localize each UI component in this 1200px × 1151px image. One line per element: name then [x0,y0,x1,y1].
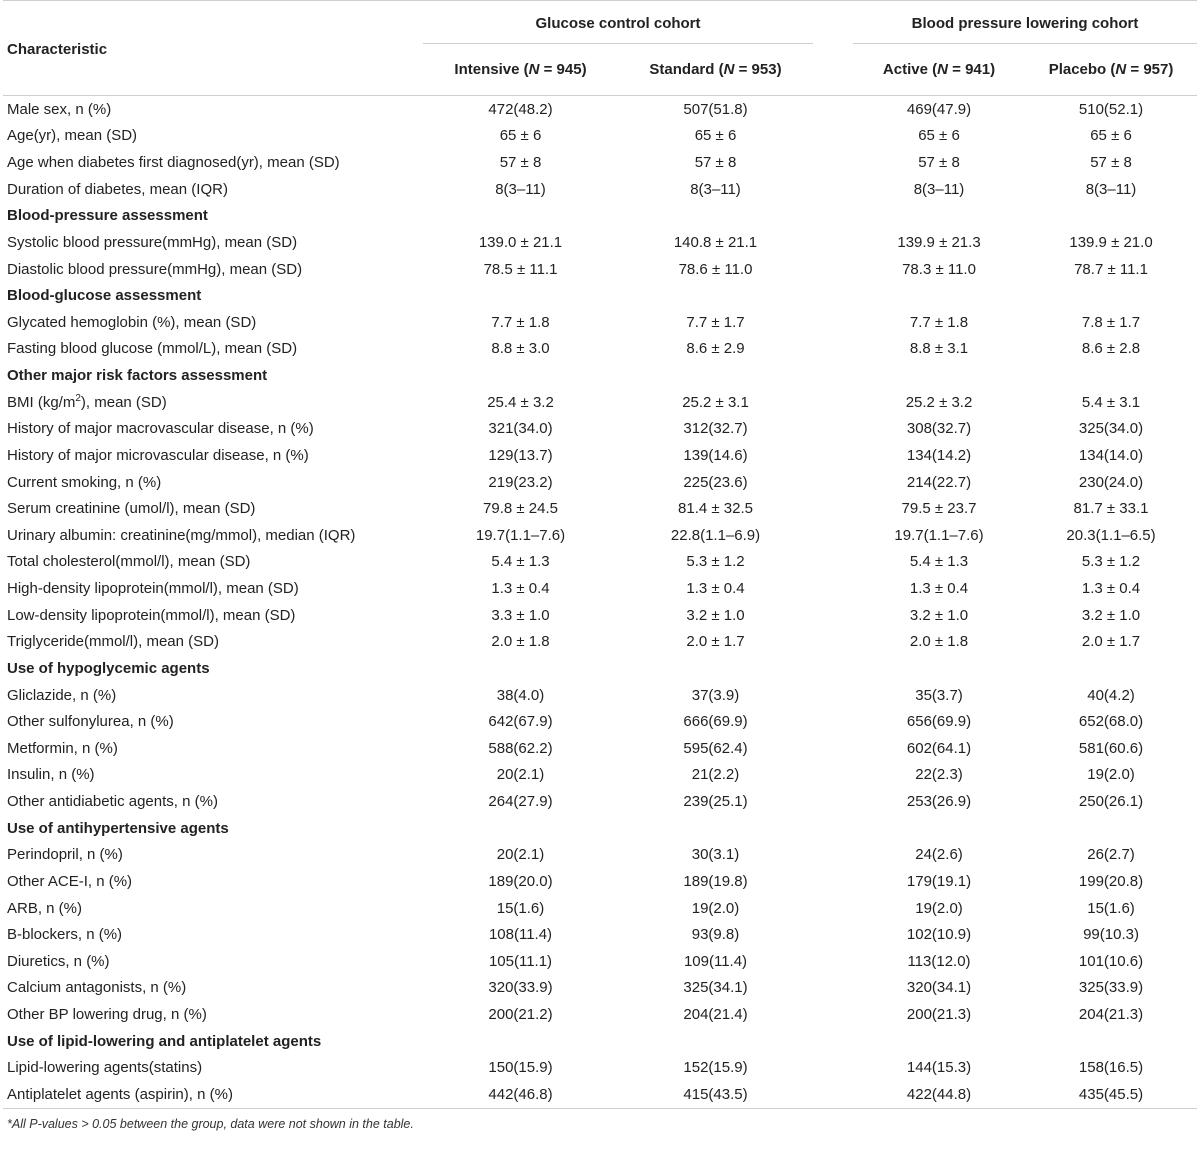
row-value: 5.3 ± 1.2 [686,553,745,571]
row-spacer [813,708,853,735]
row-spacer [813,336,853,363]
row-label: Gliclazide, n (%) [7,686,117,704]
row-value: 8(3–11) [495,180,546,198]
row-spacer [813,522,853,549]
row-value: 22(2.3) [915,766,963,784]
row-value: 204(21.4) [683,1006,748,1024]
arm-name: Active [882,60,928,78]
row-label: Current smoking, n (%) [7,473,162,491]
row-value: 469(47.9) [906,100,972,118]
row-value: 5.4 ± 3.1 [1081,393,1141,411]
row-value: 415(43.5) [618,1081,813,1108]
table-row [3,149,1197,176]
table-row [3,682,1197,709]
row-value: 57 ± 8 [499,154,542,172]
row-value: 1.3 ± 0.4 [909,580,969,598]
row-value: 65 ± 6 [918,127,960,145]
header-group-bp-underline [853,43,1197,44]
row-value: 442(46.8) [423,1081,618,1108]
header-group-bp-lowering [853,1,1197,44]
row-label: Other antidiabetic agents, n (%) [7,793,218,811]
row-value: 1.3 ± 0.4 [1081,580,1141,598]
row-label: Metformin, n (%) [7,739,118,757]
arm-n-label: N [528,60,540,78]
row-value: 65 ± 6 [499,127,542,145]
row-value: 139.9 ± 21.0 [1069,233,1153,251]
row-label: Fasting blood glucose (mmol/L), mean (SD) [7,340,298,358]
row-value: 308(32.7) [906,420,972,438]
row-value: 179(19.1) [906,872,972,890]
row-value: 22.8(1.1–6.9) [670,526,761,544]
row-value: 7.8 ± 1.7 [1081,313,1141,331]
table-row [3,868,1197,895]
row-spacer [813,575,853,602]
section-heading: Use of hypoglycemic agents [7,659,210,677]
header-group-glucose-label: Glucose control cohort [535,14,701,32]
table-row [3,549,1197,576]
row-value: 26(2.7) [1087,846,1135,864]
row-value: 8.6 ± 2.8 [1081,340,1141,358]
table-section-row [3,815,1197,842]
row-value: 200(21.3) [906,1006,972,1024]
row-value: 325(33.9) [1078,979,1144,997]
header-arm-intensive: Intensive (N = 945) [454,60,587,78]
table-row [3,495,1197,522]
table-section-row [3,282,1197,309]
row-value: 79.8 ± 24.5 [483,500,558,518]
row-value: 78.6 ± 11.0 [678,260,753,278]
row-value: 325(34.0) [1078,420,1144,438]
row-value: 239(25.1) [683,793,748,811]
row-spacer [813,176,853,203]
row-value: 139(14.6) [683,446,748,464]
table-row [3,921,1197,948]
row-label: Age(yr), mean (SD) [7,127,138,145]
row-value: 99(10.3) [1083,926,1139,944]
table-row [3,309,1197,336]
row-value: 108(11.4) [488,926,553,944]
row-label-superscript: 2 [75,392,81,404]
table-section-row [3,203,1197,230]
row-value: 7.7 ± 1.7 [686,313,745,331]
row-spacer [813,149,853,176]
row-value: 158(16.5) [1078,1059,1144,1077]
row-value: 129(13.7) [488,446,553,464]
row-value: 595(62.4) [683,739,748,757]
row-value: 507(51.8) [683,100,748,118]
row-spacer [813,549,853,576]
row-label: Lipid-lowering agents(statins) [7,1059,203,1077]
table-row [3,1055,1197,1082]
row-value: 105(11.1) [488,952,553,970]
row-value: 656(69.9) [906,713,972,731]
table-section-row [3,362,1197,389]
row-value: 20.3(1.1–6.5) [1066,526,1156,544]
row-label-text: BMI (kg/m [7,393,76,411]
arm-name: Placebo [1048,60,1107,78]
row-label: Male sex, n (%) [7,100,112,118]
row-value: 8(3–11) [1085,180,1137,198]
table-row [3,522,1197,549]
row-label: History of major macrovascular disease, n (%) [7,420,314,438]
header-spacer [813,1,853,44]
arm-n-value: = 945) [539,60,587,78]
row-spacer [813,948,853,975]
row-value: 102(10.9) [906,926,972,944]
row-value: 15(1.6) [496,899,545,917]
row-value: 8.6 ± 2.9 [686,340,745,358]
row-value: 2.0 ± 1.7 [1081,633,1141,651]
row-label: Systolic blood pressure(mmHg), mean (SD) [7,233,298,251]
row-label: Diuretics, n (%) [7,952,110,970]
row-spacer [813,895,853,922]
row-value: 139.0 ± 21.1 [478,233,563,251]
row-value: 5.4 ± 1.3 [491,553,550,571]
header-characteristic: Characteristic [7,40,108,58]
row-value: 65 ± 6 [694,127,737,145]
row-value: 79.5 ± 23.7 [901,500,977,518]
row-value: 320(33.9) [488,979,553,997]
row-value: 1.3 ± 0.4 [491,580,550,598]
row-spacer [813,1055,853,1082]
section-heading: Blood-glucose assessment [7,287,202,305]
table-body [3,96,1197,1109]
table-row [3,575,1197,602]
row-value: 2.0 ± 1.8 [491,633,550,651]
row-value: 152(15.9) [683,1059,748,1077]
row-value: 3.2 ± 1.0 [686,606,745,624]
header-spacer [813,43,853,96]
table-row [3,176,1197,203]
row-value: 57 ± 8 [1090,154,1132,172]
row-value: 666(69.9) [683,713,748,731]
row-value: 2.0 ± 1.8 [909,633,969,651]
row-value: 25.2 ± 3.1 [682,393,749,411]
row-spacer [813,735,853,762]
row-label: Urinary albumin: creatinine(mg/mmol), median (IQR) [7,526,356,544]
row-value: 25.2 ± 3.2 [905,393,973,411]
row-spacer [813,629,853,656]
row-value: 19.7(1.1–7.6) [894,526,984,544]
table-row [3,948,1197,975]
section-heading: Use of lipid-lowering and antiplatelet agents [7,1032,322,1050]
table-row [3,762,1197,789]
row-value: 199(20.8) [1078,872,1144,890]
row-value: 204(21.3) [1078,1006,1144,1024]
row-value: 250(26.1) [1078,793,1144,811]
row-spacer [813,442,853,469]
row-label: History of major microvascular disease, n (%) [7,446,309,464]
row-value: 312(32.7) [683,420,748,438]
row-value: 21(2.2) [691,766,740,784]
row-label: Other BP lowering drug, n (%) [7,1006,207,1024]
row-spacer [813,389,853,416]
arm-n-value: = 941) [947,60,996,78]
row-value: 38(4.0) [496,686,545,704]
row-value: 101(10.6) [1078,952,1144,970]
header-arm-placebo: Placebo (N = 957) [1048,60,1174,78]
table-row [3,1081,1197,1108]
arm-n-label: N [937,60,948,78]
arm-n-label: N [1115,60,1127,78]
arm-n-label: N [723,60,735,78]
row-label [3,389,423,416]
row-spacer [813,469,853,496]
header-group-glucose-control [423,1,813,44]
row-value: 3.2 ± 1.0 [1081,606,1141,624]
row-spacer [813,921,853,948]
row-label: Diastolic blood pressure(mmHg), mean (SD) [7,260,303,278]
row-label: Age when diabetes first diagnosed(yr), mean (SD) [7,154,340,172]
row-spacer [813,1081,853,1108]
row-value: 30(3.1) [691,846,740,864]
row-value: 19(2.0) [1087,766,1135,784]
row-value: 3.3 ± 1.0 [491,606,550,624]
row-value: 219(23.2) [488,473,553,491]
row-value: 25.4 ± 3.2 [487,393,554,411]
row-value: 652(68.0) [1078,713,1144,731]
row-value: 78.3 ± 11.0 [902,260,976,278]
row-label: Other ACE-I, n (%) [7,872,133,890]
row-spacer [813,602,853,629]
row-value: 57 ± 8 [918,154,960,172]
header-group-glucose-underline [423,43,813,44]
row-value: 8.8 ± 3.1 [909,340,969,358]
row-spacer [813,96,853,123]
row-value: 140.8 ± 21.1 [673,233,758,251]
baseline-characteristics-table [3,0,1197,1109]
row-value: 19(2.0) [691,899,740,917]
row-value: 189(19.8) [683,872,748,890]
row-value: 144(15.3) [906,1059,972,1077]
row-label: Antiplatelet agents (aspirin), n (%) [3,1081,423,1108]
row-value: 37(3.9) [691,686,740,704]
row-label: Insulin, n (%) [7,766,95,784]
row-value: 8(3–11) [913,180,965,198]
row-value: 139.9 ± 21.3 [897,233,981,251]
table-row [3,629,1197,656]
row-spacer [813,1001,853,1028]
row-value: 81.7 ± 33.1 [1073,500,1149,518]
table-row [3,123,1197,150]
row-label: Triglyceride(mmol/l), mean (SD) [7,633,219,651]
row-value: 8(3–11) [690,180,741,198]
table-row [3,416,1197,443]
row-value: 1.3 ± 0.4 [686,580,745,598]
table-section-row [3,655,1197,682]
row-value: 200(21.2) [488,1006,553,1024]
table-row [3,842,1197,869]
row-value: 189(20.0) [488,872,553,890]
row-spacer [813,229,853,256]
row-spacer [813,975,853,1002]
row-value: 510(52.1) [1078,100,1144,118]
row-value: 325(34.1) [683,979,748,997]
arm-name: Intensive [454,60,520,78]
row-label: B-blockers, n (%) [7,926,123,944]
row-value: 642(67.9) [488,713,553,731]
row-value: 15(1.6) [1087,899,1135,917]
row-spacer [813,256,853,283]
table-row [3,602,1197,629]
table-section-row [3,1028,1197,1055]
row-value: 81.4 ± 32.5 [678,500,753,518]
row-value: 57 ± 8 [694,154,737,172]
row-value: 602(64.1) [906,739,972,757]
row-value: 150(15.9) [488,1059,553,1077]
row-value: 7.7 ± 1.8 [491,313,550,331]
row-value: 422(44.8) [853,1081,1025,1108]
table-row [3,708,1197,735]
row-label: Glycated hemoglobin (%), mean (SD) [7,313,257,331]
row-value: 40(4.2) [1087,686,1135,704]
arm-n-value: = 957) [1126,60,1174,78]
row-spacer [813,842,853,869]
row-value: 78.5 ± 11.1 [483,260,558,278]
row-value: 5.3 ± 1.2 [1081,553,1141,571]
row-label: Total cholesterol(mmol/l), mean (SD) [7,553,251,571]
row-value: 230(24.0) [1078,473,1144,491]
table-row [3,735,1197,762]
row-value: 35(3.7) [915,686,963,704]
row-label: Other sulfonylurea, n (%) [7,713,174,731]
row-value: 225(23.6) [683,473,748,491]
row-spacer [813,788,853,815]
arm-name: Standard [649,60,715,78]
row-value: 7.7 ± 1.8 [909,313,969,331]
row-value: 113(12.0) [907,952,971,970]
row-value: 19.7(1.1–7.6) [475,526,566,544]
row-value: 20(2.1) [496,766,545,784]
section-heading: Other major risk factors assessment [7,367,268,385]
row-value: 3.2 ± 1.0 [909,606,969,624]
row-label: Serum creatinine (umol/l), mean (SD) [7,500,256,518]
row-value: 435(45.5) [1025,1081,1197,1108]
row-value: 109(11.4) [683,952,748,970]
table-row [3,1001,1197,1028]
row-label-text-after: ), mean (SD) [80,393,167,411]
row-spacer [813,495,853,522]
row-value: 24(2.6) [915,846,963,864]
row-value: 320(34.1) [906,979,972,997]
header-arm-standard: Standard (N = 953) [649,60,782,78]
row-spacer [813,309,853,336]
section-heading: Blood-pressure assessment [7,207,208,225]
row-value: 19(2.0) [915,899,963,917]
table-row [3,469,1197,496]
row-spacer [813,416,853,443]
section-heading: Use of antihypertensive agents [7,819,229,837]
row-value: 93(9.8) [691,926,740,944]
row-value: 214(22.7) [906,473,972,491]
table-row [3,895,1197,922]
row-spacer [813,868,853,895]
table-row [3,389,1197,416]
row-label: High-density lipoprotein(mmol/l), mean (SD) [7,580,299,598]
row-label: Calcium antagonists, n (%) [7,979,187,997]
row-value: 2.0 ± 1.7 [686,633,745,651]
row-spacer [813,762,853,789]
row-value: 65 ± 6 [1090,127,1132,145]
row-label: Low-density lipoprotein(mmol/l), mean (SD) [7,606,296,624]
header-arm-active: Active (N = 941) [882,60,996,78]
row-value: 20(2.1) [496,846,545,864]
row-value: 134(14.2) [906,446,972,464]
row-spacer [813,682,853,709]
row-value: 321(34.0) [488,420,553,438]
row-value: 588(62.2) [488,739,553,757]
row-value: 264(27.9) [488,793,553,811]
row-value: 472(48.2) [488,100,553,118]
row-value: 5.4 ± 1.3 [909,553,969,571]
header-group-bp-label: Blood pressure lowering cohort [911,14,1139,32]
row-spacer [813,123,853,150]
row-value: 78.7 ± 11.1 [1074,260,1148,278]
row-value: 8.8 ± 3.0 [491,340,550,358]
table-row [3,229,1197,256]
row-label: ARB, n (%) [7,899,83,917]
table-row [3,336,1197,363]
row-value: 134(14.0) [1078,446,1144,464]
arm-n-value: = 953) [734,60,782,78]
row-value: 581(60.6) [1078,739,1144,757]
table-footnote: *All P-values > 0.05 between the group, data were not shown in the table. [7,1116,414,1131]
table-row [3,442,1197,469]
table-row [3,788,1197,815]
row-value: 253(26.9) [906,793,972,811]
row-label: Duration of diabetes, mean (IQR) [7,180,228,198]
table-row [3,975,1197,1002]
table-row [3,256,1197,283]
table-header [3,1,1197,96]
row-label: Perindopril, n (%) [7,846,123,864]
table-row [3,96,1197,123]
